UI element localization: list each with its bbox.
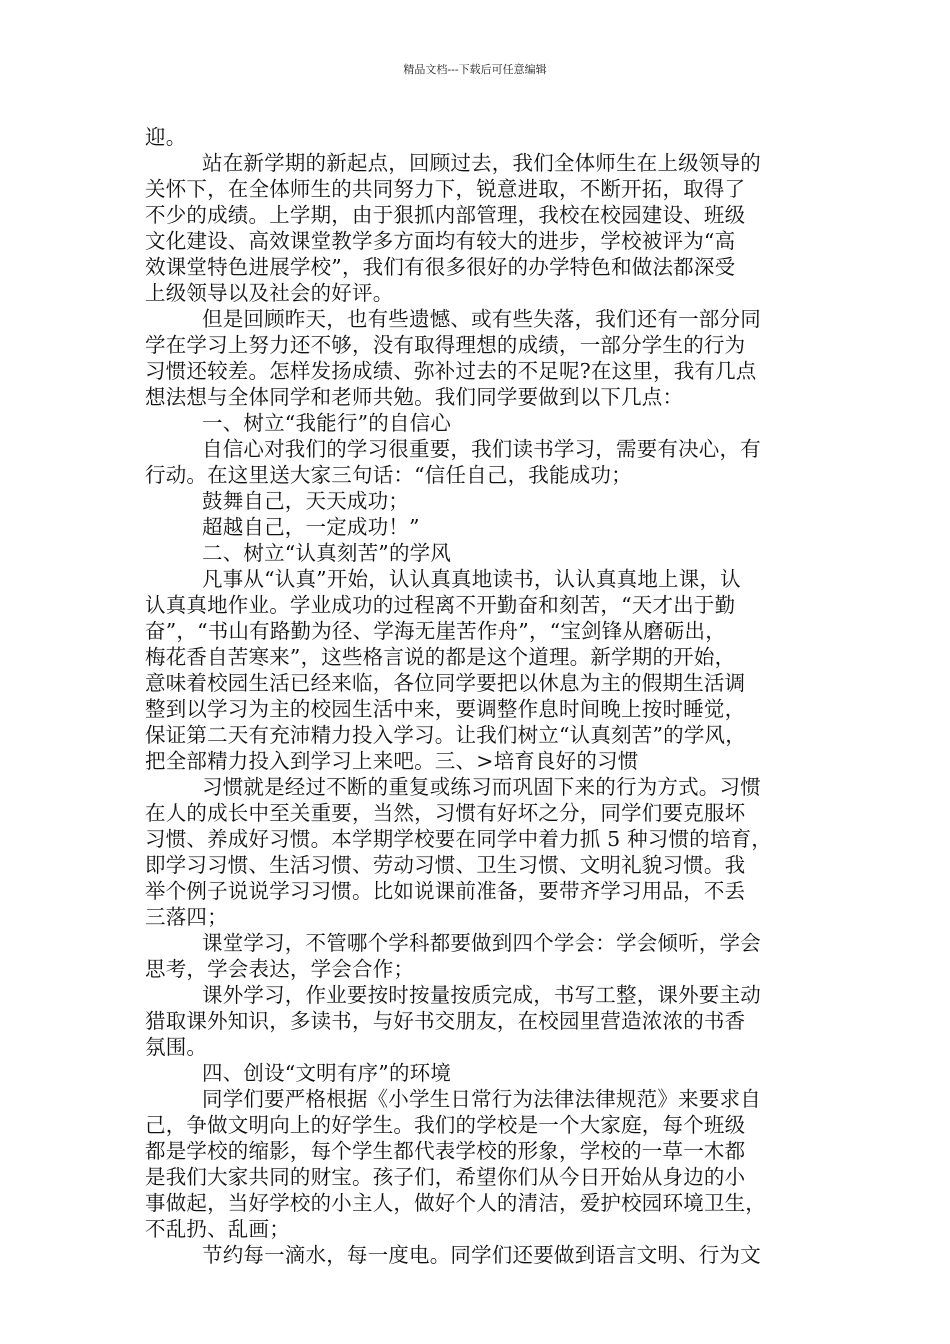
text-line: 事做起，当好学校的小主人，做好个人的清洁，爱护校园环境卫生， xyxy=(145,1191,766,1215)
text-line: 举个例子说说学习习惯。比如说课前准备，要带齐学习用品，不丢 xyxy=(145,879,746,903)
text-line: 站在新学期的新起点，回顾过去，我们全体师生在上级领导的 xyxy=(202,151,761,175)
text-line: 思考，学会表达，学会合作； xyxy=(145,957,415,981)
text-line: 奋”，“书山有路勤为径、学海无崖苦作舟”，“宝剑锋从磨砺出， xyxy=(145,619,726,643)
text-line: 同学们要严格根据《小学生日常行为法律法律规范》来要求自 xyxy=(202,1087,761,1111)
document-body xyxy=(145,124,807,1268)
text-line: 梅花香自苦寒来”，这些格言说的都是这个道理。新学期的开始， xyxy=(145,645,736,669)
text-line: 超越自己，一定成功！” xyxy=(202,515,420,539)
page-header: 精品文档---下载后可任意编辑 xyxy=(403,63,547,76)
text-line: 想法想与全体同学和老师共勉。我们同学要做到以下几点： xyxy=(145,385,684,409)
text-line: 节约每一滴水，每一度电。同学们还要做到语言文明、行为文 xyxy=(202,1243,761,1267)
text-line: 但是回顾昨天，也有些遗憾、或有些失落，我们还有一部分同 xyxy=(202,307,761,331)
text-line: 课堂学习，不管哪个学科都要做到四个学会：学会倾听，学会 xyxy=(202,931,761,955)
text-line: 一、树立“我能行”的自信心 xyxy=(202,411,452,435)
text-line: 习惯、养成好习惯。本学期学校要在同学中着力抓 5 种习惯的培育， xyxy=(145,827,772,851)
text-line: 四、创设“文明有序”的环境 xyxy=(202,1061,452,1085)
text-line: 二、树立“认真刻苦”的学风 xyxy=(202,541,452,565)
text-line: 把全部精力投入到学习上来吧。三、>培育良好的习惯 xyxy=(145,749,639,773)
text-line: 鼓舞自己，天天成功； xyxy=(202,489,409,513)
text-line: 三落四； xyxy=(145,905,228,929)
text-line: 认真真地作业。学业成功的过程离不开勤奋和刻苦，“天才出于勤 xyxy=(145,593,736,617)
text-line: 课外学习，作业要按时按量按质完成，书写工整，课外要主动 xyxy=(202,983,761,1007)
text-line: 行动。在这里送大家三句话：“信任自己，我能成功； xyxy=(145,463,632,487)
text-line: 文化建设、高效课堂教学多方面均有较大的进步，学校被评为“高 xyxy=(145,229,736,253)
text-line: 氛围。 xyxy=(145,1035,208,1059)
text-line: 迎。 xyxy=(145,125,187,149)
text-line: 学在学习上努力还不够，没有取得理想的成绩，一部分学生的行为 xyxy=(145,333,746,357)
text-line: 意味着校园生活已经来临，各位同学要把以休息为主的假期生活调 xyxy=(145,671,746,695)
text-line: 在人的成长中至关重要，当然，习惯有好坏之分，同学们要克服坏 xyxy=(145,801,746,825)
text-line: 是我们大家共同的财宝。孩子们，希望你们从今日开始从身边的小 xyxy=(145,1165,746,1189)
text-line: 不少的成绩。上学期，由于狠抓内部管理，我校在校园建设、班级 xyxy=(145,203,746,227)
text-line: 己，争做文明向上的好学生。我们的学校是一个大家庭，每个班级 xyxy=(145,1113,746,1137)
text-line: 关怀下，在全体师生的共同努力下，锐意进取，不断开拓，取得了 xyxy=(145,177,746,201)
text-line: 都是学校的缩影，每个学生都代表学校的形象，学校的一草一木都 xyxy=(145,1139,746,1163)
text-line: 保证第二天有充沛精力投入学习。让我们树立“认真刻苦”的学风， xyxy=(145,723,746,747)
text-line: 效课堂特色进展学校”，我们有很多很好的办学特色和做法都深受 xyxy=(145,255,736,279)
text-line: 即学习习惯、生活习惯、劳动习惯、卫生习惯、文明礼貌习惯。我 xyxy=(145,853,746,877)
text-line: 自信心对我们的学习很重要，我们读书学习，需要有决心，有 xyxy=(202,437,761,461)
text-line: 习惯就是经过不断的重复或练习而巩固下来的行为方式。习惯 xyxy=(202,775,761,799)
text-line: 整到以学习为主的校园生活中来，要调整作息时间晚上按时睡觉， xyxy=(145,697,746,721)
text-line: 猎取课外知识，多读书，与好书交朋友，在校园里营造浓浓的书香 xyxy=(145,1009,746,1033)
text-line: 上级领导以及社会的好评。 xyxy=(145,281,394,305)
text-line: 凡事从“认真”开始，认认真真地读书，认认真真地上课，认 xyxy=(202,567,741,591)
text-line: 习惯还较差。怎样发扬成绩、弥补过去的不足呢?在这里，我有几点 xyxy=(145,359,757,383)
text-line: 不乱扔、乱画； xyxy=(145,1217,290,1241)
